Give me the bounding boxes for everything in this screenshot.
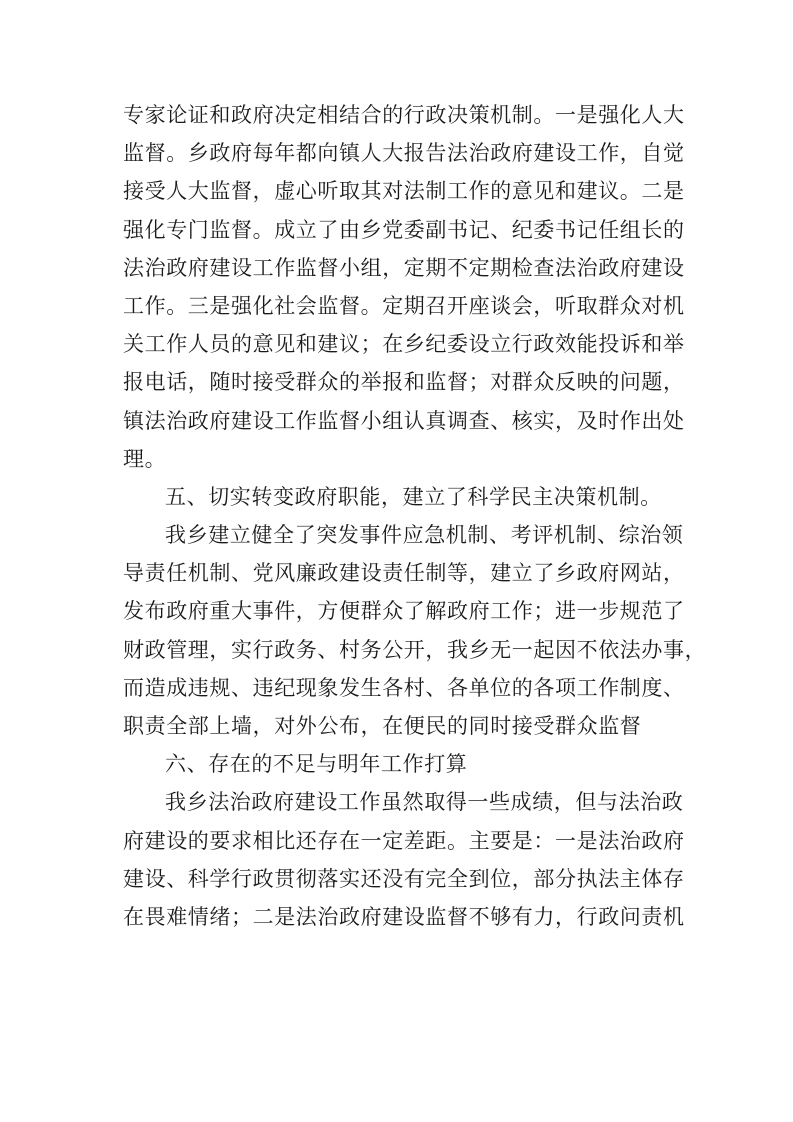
text-line: 发布政府重大事件，方便群众了解政府工作；进一步规范了 <box>123 599 685 624</box>
text-line: 财政管理，实行政务、村务公开，我乡无一起因不依法办事， <box>123 637 707 662</box>
text-line: 府建设的要求相比还存在一定差距。主要是：一是法治政府 <box>123 828 685 853</box>
section-heading-5: 五、切实转变政府职能，建立了科学民主决策机制。 <box>165 484 662 509</box>
body-text <box>123 96 707 936</box>
text-line: 关工作人员的意见和建议；在乡纪委设立行政效能投诉和举 <box>123 332 685 357</box>
text-line: 强化专门监督。成立了由乡党委副书记、纪委书记任组长的 <box>123 217 685 242</box>
text-line: 镇法治政府建设工作监督小组认真调查、核实，及时作出处 <box>123 408 685 433</box>
section-heading-6: 六、存在的不足与明年工作打算 <box>165 752 468 777</box>
text-line: 专家论证和政府决定相结合的行政决策机制。一是强化人大 <box>123 103 685 127</box>
text-line: 导责任机制、党风廉政建设责任制等，建立了乡政府网站， <box>123 561 685 586</box>
text-line: 职责全部上墙，对外公布，在便民的同时接受群众监督 <box>123 714 642 738</box>
text-line: 工作。三是强化社会监督。定期召开座谈会，听取群众对机 <box>123 293 685 318</box>
text-line: 而造成违规、违纪现象发生各村、各单位的各项工作制度、 <box>123 675 685 700</box>
text-line: 理。 <box>123 446 167 471</box>
text-line: 监督。乡政府每年都向镇人大报告法治政府建设工作，自觉 <box>123 141 685 166</box>
text-line: 接受人大监督，虚心听取其对法制工作的意见和建议。二是 <box>123 179 685 204</box>
paragraph-start: 我乡建立健全了突发事件应急机制、考评机制、综治领 <box>165 523 684 548</box>
text-line: 法治政府建设工作监督小组，定期不定期检查法治政府建设 <box>123 255 685 280</box>
paragraph-start: 我乡法治政府建设工作虽然取得一些成绩，但与法治政 <box>165 790 684 815</box>
text-line: 报电话，随时接受群众的举报和监督；对群众反映的问题， <box>123 370 685 395</box>
text-line: 建设、科学行政贯彻落实还没有完全到位，部分执法主体存 <box>123 866 685 891</box>
text-line: 在畏难情绪；二是法治政府建设监督不够有力，行政问责机 <box>123 904 685 929</box>
